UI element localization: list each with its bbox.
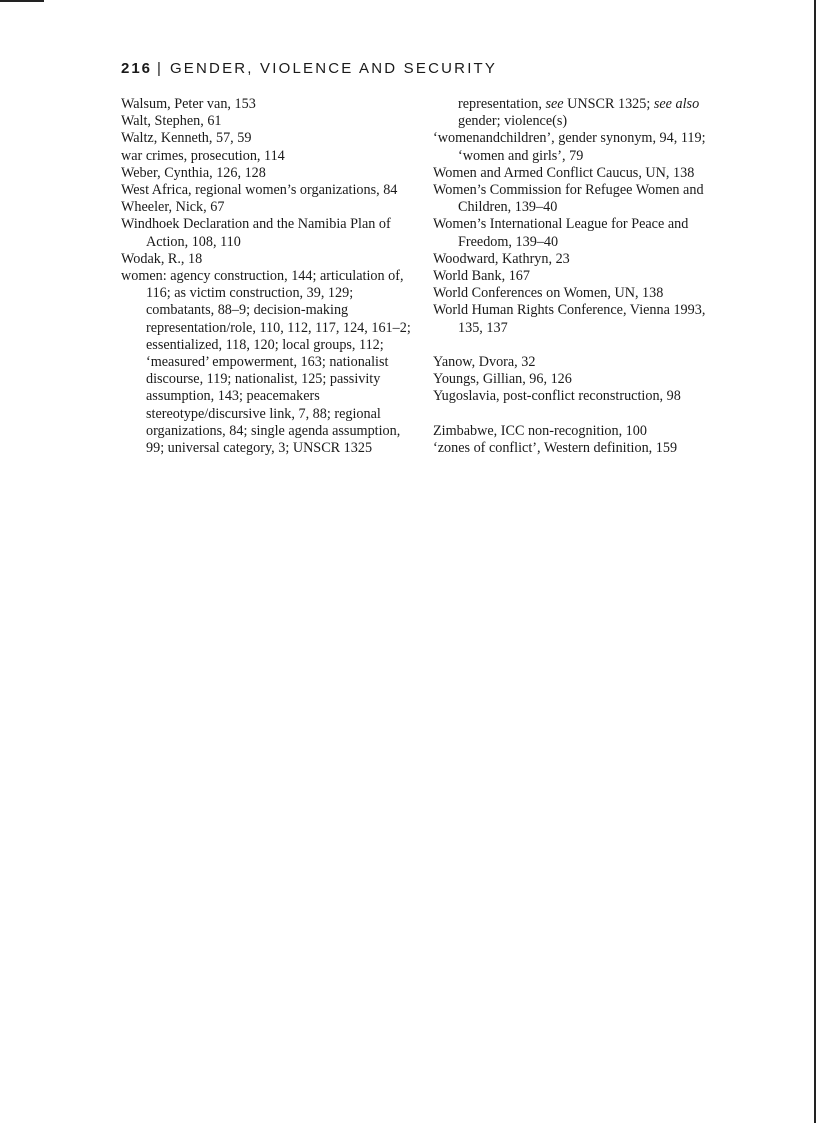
- index-entry: Weber, Cynthia, 126, 128: [121, 164, 266, 181]
- index-entry: World Human Rights Conference, Vienna 1993, 135, 137: [433, 302, 706, 336]
- index-entry: Wheeler, Nick, 67: [121, 199, 225, 216]
- index-entry: Walt, Stephen, 61: [121, 113, 222, 130]
- index-entry: Women’s International League for Peace and Freedom, 139–40: [433, 216, 689, 250]
- index-entry: Walsum, Peter van, 153: [121, 96, 256, 112]
- index-entry: World Bank, 167: [433, 268, 530, 285]
- page-number: 216: [121, 60, 153, 77]
- index-entry: Wodak, R., 18: [121, 250, 203, 267]
- index-entry: Youngs, Gillian, 96, 126: [433, 371, 572, 388]
- index-entry: Yugoslavia, post-conflict reconstruction, 98: [433, 388, 681, 405]
- index-entry: Waltz, Kenneth, 57, 59: [121, 130, 252, 147]
- index-entry: Women and Armed Conflict Caucus, UN, 138: [433, 164, 695, 181]
- header-separator: |: [157, 60, 163, 77]
- index-entry: Women’s Commission for Refugee Women and Children, 139–40: [433, 182, 704, 216]
- index-entry-continuation: representation, see UNSCR 1325; see also gender; violence(s): [458, 96, 700, 130]
- see-reference: see: [545, 96, 564, 112]
- index-entry-women: women: agency construction, 144; articulation of, 116; as victim construction, 39, 129; combatants, 88–9; decision-making representation/role, 110, 112, 117, 124, 161–2; essentialized, 118, 120; local groups, 112; ‘measured’ empowerment, 163; nationalist discourse, 119; nationalist, 125; passivity assumption, 143; peacemakers stereotype/discursive link, 7, 88; regional organizations, 84; single agenda assumption, 99; universal category, 3; UNSCR 1325: [121, 268, 411, 457]
- index-entry: Woodward, Kathryn, 23: [433, 250, 570, 267]
- index-entry: war crimes, prosecution, 114: [121, 147, 285, 164]
- running-header: [121, 60, 497, 77]
- index-entry: World Conferences on Women, UN, 138: [433, 285, 664, 302]
- see-also-reference: see: [653, 96, 672, 112]
- index-entry: Zimbabwe, ICC non-recognition, 100: [433, 422, 647, 439]
- index-entry: ‘womenandchildren’, gender synonym, 94, 119; ‘women and girls’, 79: [433, 130, 706, 164]
- index-column-right: [433, 96, 733, 457]
- index-column-left: [121, 96, 421, 457]
- index-entry: Yanow, Dvora, 32: [433, 354, 536, 371]
- see-also-reference: also: [675, 96, 700, 112]
- index-entry: ‘zones of conflict’, Western definition, 159: [433, 440, 678, 457]
- letter-group-gap: [433, 406, 733, 423]
- index-entry: Windhoek Declaration and the Namibia Plan of Action, 108, 110: [121, 216, 391, 250]
- letter-group-gap: [433, 337, 733, 354]
- index-entry: West Africa, regional women’s organizations, 84: [121, 182, 398, 199]
- crop-mark: [0, 0, 44, 2]
- book-title: GENDER, VIOLENCE AND SECURITY: [169, 60, 498, 77]
